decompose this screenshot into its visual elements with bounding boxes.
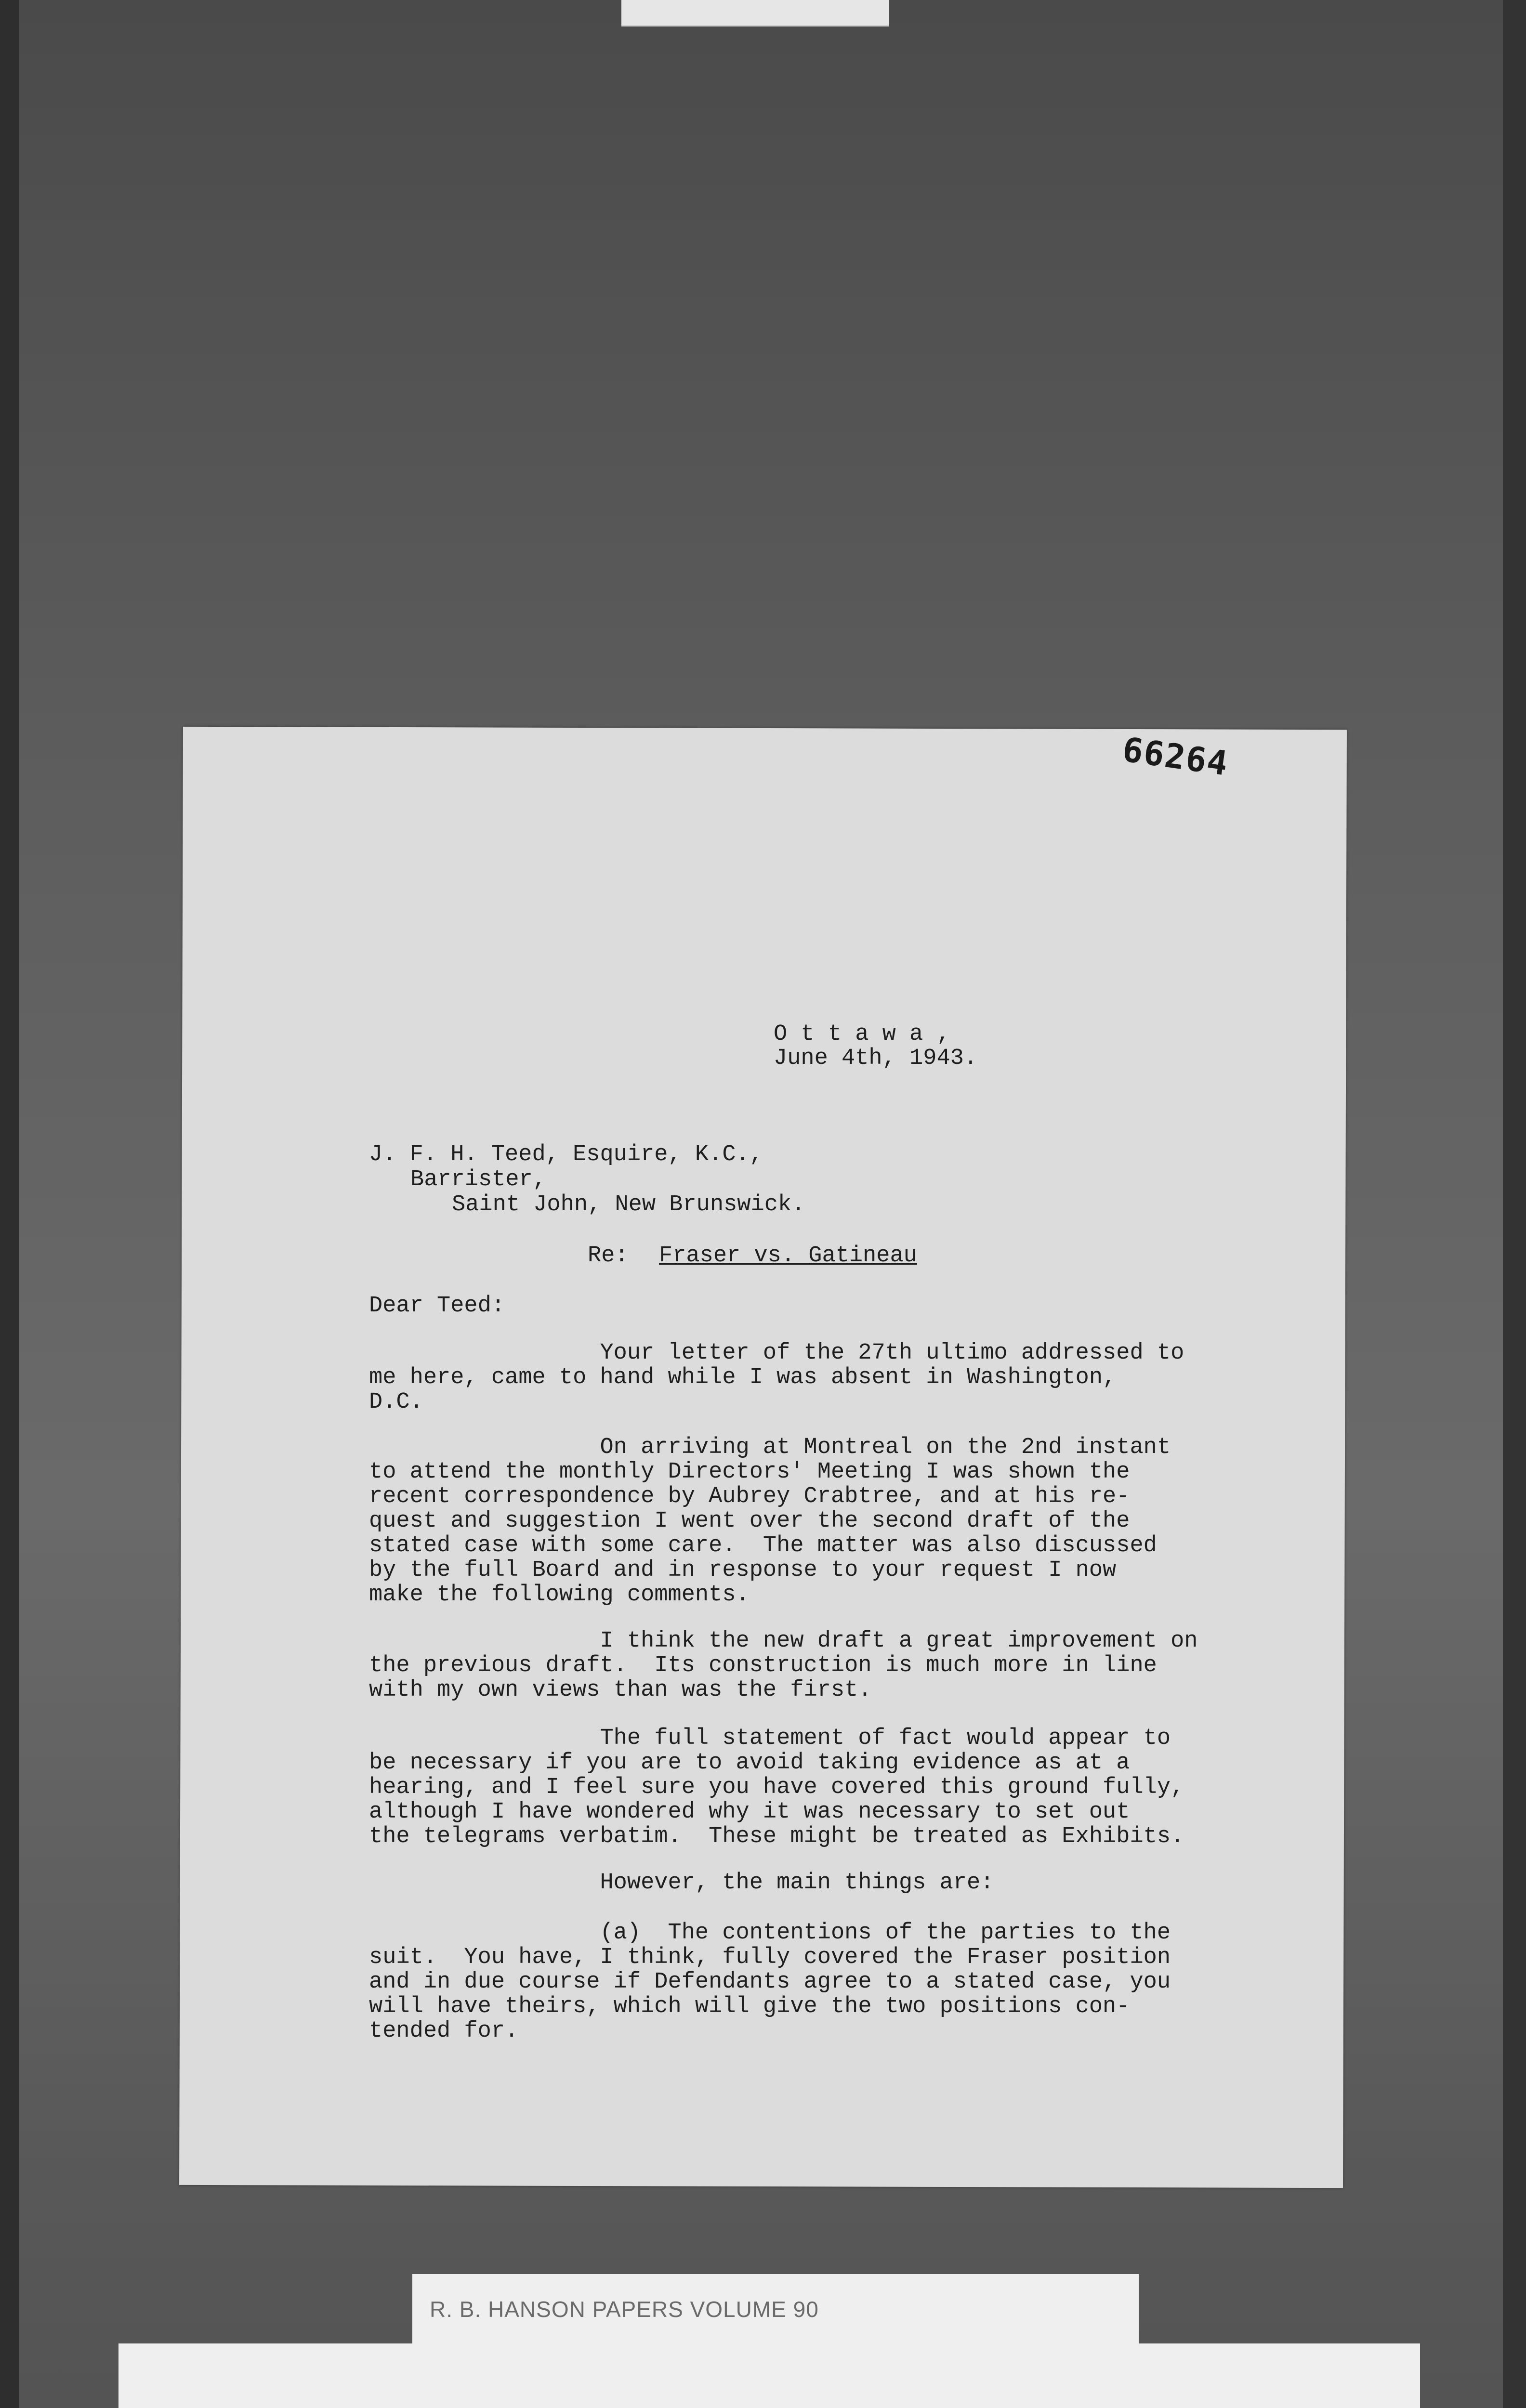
subject-line: Fraser vs. Gatineau [659,1243,917,1269]
letter-paragraph: However, the main things are: [369,1870,994,1896]
archives-stamp [118,2343,1420,2408]
letter-place: O t t a w a , [774,1021,950,1047]
letter-paragraph: Your letter of the 27th ultimo addressed to me here, came to hand while I was absent in Washington, D.C. [369,1340,1184,1415]
recipient-address: Saint John, New Brunswick. [452,1192,805,1217]
recipient-title: Barrister, [410,1167,547,1192]
letter-paragraph: On arriving at Montreal on the 2nd instant to attend the monthly Directors' Meeting I was shown the recent correspondence by Aubrey Crabtree, and at his re- quest and suggestion I went over the second draft of the stated case with some care. The matter was also discussed by the full Board and in response to your request I now make the following comments. [369,1435,1171,1608]
letter-paragraph: The full statement of fact would appear to be necessary if you are to avoid taking evidence as at a hearing, and I feel sure you have covered this ground fully, although I have wondered why it was necessary to set out the telegrams verbatim. These might be treated as Exhibits. [369,1726,1184,1849]
letter-date: June 4th, 1943. [774,1046,978,1071]
salutation: Dear Teed: [369,1293,505,1319]
letter-paragraph: (a) The contentions of the parties to the suit. You have, I think, fully covered the Fraser position and in due course if Defendants agree to a stated case, you will have theirs, which will give the two positions con- tended for. [369,1920,1171,2044]
scan-edge-left [0,0,19,2408]
recipient-name: J. F. H. Teed, Esquire, K.C., [369,1142,763,1167]
scan-edge-right [1503,0,1526,2408]
top-paper-clip-strip [621,0,889,26]
file-number-stamp: 66264 [1120,730,1231,784]
subject-label: Re: [588,1243,629,1269]
volume-label-text: R. B. HANSON PAPERS VOLUME 90 [430,2297,819,2322]
letter-paragraph: I think the new draft a great improvement on the previous draft. Its construction is much more in line with my own views than was the first. [369,1628,1198,1703]
volume-label [412,2274,1139,2346]
